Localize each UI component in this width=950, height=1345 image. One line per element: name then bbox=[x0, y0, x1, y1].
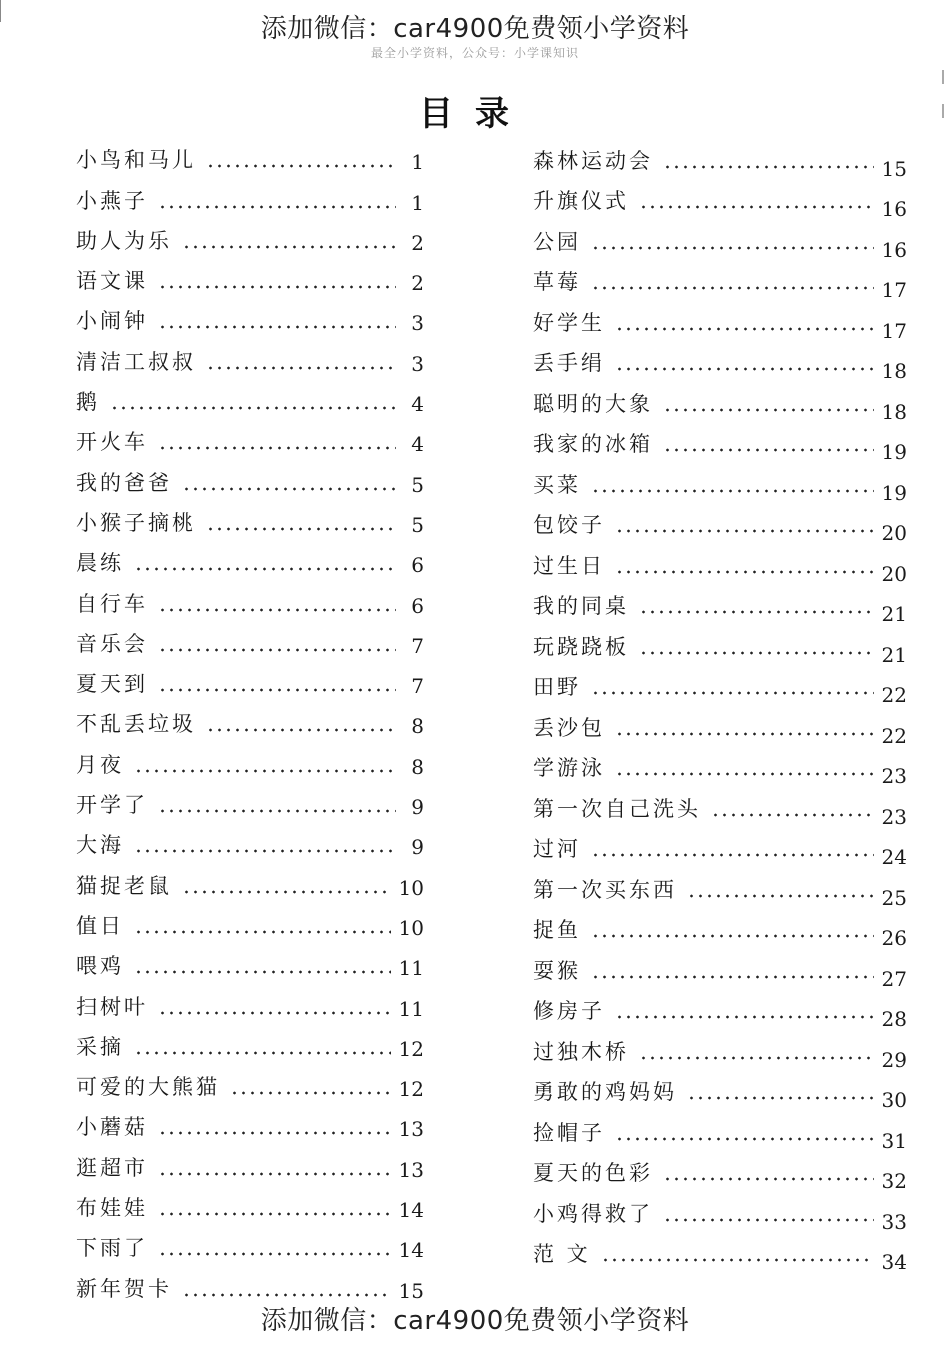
dot-leader bbox=[158, 608, 396, 612]
toc-entry-page: 14 bbox=[398, 1238, 424, 1263]
toc-entry-title: 公园 bbox=[533, 229, 581, 254]
dot-leader bbox=[158, 688, 396, 692]
toc-entry-page: 8 bbox=[411, 714, 424, 739]
toc-entry-page: 21 bbox=[881, 602, 907, 626]
toc-entry-page: 9 bbox=[411, 795, 424, 820]
toc-entry-page: 23 bbox=[881, 764, 907, 788]
toc-entry bbox=[533, 1072, 907, 1113]
toc-entry bbox=[533, 1193, 907, 1234]
toc-entry-page: 10 bbox=[398, 875, 424, 900]
toc-entry-title: 丢手绢 bbox=[533, 351, 605, 375]
toc-entry-title: 过生日 bbox=[533, 553, 605, 578]
toc-entry-page: 19 bbox=[881, 440, 907, 464]
toc-entry bbox=[533, 1031, 907, 1072]
dot-leader bbox=[615, 732, 874, 736]
toc-entry-title: 修房子 bbox=[533, 999, 605, 1023]
dot-leader bbox=[591, 691, 874, 695]
scan-edge-mark bbox=[942, 70, 944, 84]
toc-entry bbox=[533, 950, 907, 991]
toc-entry-title: 采摘 bbox=[76, 1034, 124, 1059]
dot-leader bbox=[134, 930, 391, 934]
toc-entry bbox=[76, 946, 424, 986]
dot-leader bbox=[639, 1056, 874, 1060]
toc-entry bbox=[76, 664, 424, 704]
toc-entry bbox=[533, 626, 907, 667]
toc-entry-page: 31 bbox=[881, 1128, 907, 1153]
dot-leader bbox=[615, 327, 874, 331]
toc-entry bbox=[76, 261, 424, 301]
dot-leader bbox=[182, 487, 396, 491]
toc-entry bbox=[76, 1147, 424, 1187]
toc-right-column bbox=[533, 140, 907, 1274]
dot-leader bbox=[158, 325, 396, 329]
toc-entry-page: 29 bbox=[881, 1047, 907, 1072]
toc-entry bbox=[533, 748, 907, 789]
toc-entry-page: 13 bbox=[398, 1157, 424, 1182]
toc-entry-title: 不乱丢垃圾 bbox=[76, 712, 196, 737]
toc-entry-title: 小猴子摘桃 bbox=[76, 510, 196, 535]
toc-entry bbox=[76, 503, 424, 543]
toc-entry bbox=[76, 906, 424, 946]
toc-entry bbox=[76, 1067, 424, 1107]
dot-leader bbox=[206, 728, 396, 732]
toc-entry-title: 捉鱼 bbox=[533, 918, 581, 942]
toc-entry-title: 玩跷跷板 bbox=[533, 634, 629, 659]
dot-leader bbox=[206, 366, 396, 370]
toc-entry-title: 助人为乐 bbox=[76, 228, 172, 253]
toc-entry-page: 15 bbox=[881, 156, 907, 181]
dot-leader bbox=[615, 1015, 874, 1019]
dot-leader bbox=[591, 975, 874, 979]
toc-entry-title: 过独木桥 bbox=[533, 1039, 629, 1064]
toc-entry-title: 清洁工叔叔 bbox=[76, 349, 196, 374]
dot-leader bbox=[230, 1091, 391, 1095]
toc-entry-page: 2 bbox=[411, 271, 424, 296]
toc-entry-page: 17 bbox=[881, 318, 907, 343]
toc-entry-title: 聪明的大象 bbox=[533, 391, 653, 416]
dot-leader bbox=[591, 853, 874, 857]
toc-entry bbox=[533, 302, 907, 343]
toc-entry bbox=[533, 991, 907, 1032]
toc-entry-page: 30 bbox=[881, 1088, 907, 1112]
toc-entry-title: 扫树叶 bbox=[76, 994, 148, 1019]
toc-entry bbox=[76, 1107, 424, 1147]
toc-entry-title: 我的同桌 bbox=[533, 594, 629, 618]
toc-entry bbox=[533, 707, 907, 748]
dot-leader bbox=[110, 406, 396, 410]
toc-entry bbox=[76, 1188, 424, 1228]
dot-leader bbox=[663, 1218, 874, 1222]
toc-entry-title: 布娃娃 bbox=[76, 1196, 148, 1221]
toc-entry-page: 7 bbox=[411, 674, 424, 699]
toc-entry-title: 勇敢的鸡妈妈 bbox=[533, 1080, 677, 1104]
toc-entry-title: 大海 bbox=[76, 833, 124, 858]
toc-entry-title: 学游泳 bbox=[533, 756, 605, 780]
toc-entry-page: 9 bbox=[411, 835, 424, 860]
dot-leader bbox=[601, 1258, 874, 1262]
toc-entry bbox=[76, 865, 424, 905]
toc-entry-page: 25 bbox=[881, 885, 907, 910]
dot-leader bbox=[615, 570, 874, 574]
toc-entry bbox=[76, 140, 424, 180]
toc-entry-page: 20 bbox=[881, 561, 907, 586]
dot-leader bbox=[134, 849, 396, 853]
dot-leader bbox=[591, 286, 874, 290]
dot-leader bbox=[591, 934, 874, 938]
toc-entry-page: 11 bbox=[398, 956, 424, 981]
dot-leader bbox=[711, 813, 874, 817]
toc-entry bbox=[76, 825, 424, 865]
toc-entry-title: 范 文 bbox=[533, 1242, 591, 1266]
toc-entry-title: 小鸟和马儿 bbox=[76, 148, 196, 173]
toc-entry-page: 14 bbox=[398, 1198, 424, 1223]
toc-entry bbox=[76, 382, 424, 422]
dot-leader bbox=[639, 610, 874, 614]
toc-entry bbox=[533, 1112, 907, 1153]
toc-entry-page: 22 bbox=[881, 683, 907, 707]
dot-leader bbox=[158, 205, 396, 209]
toc-entry bbox=[76, 543, 424, 583]
dot-leader bbox=[663, 448, 874, 452]
toc-entry-title: 鹅 bbox=[76, 390, 100, 415]
toc-entry bbox=[533, 383, 907, 424]
toc-entry-title: 猫捉老鼠 bbox=[76, 873, 172, 898]
toc-entry-title: 第一次买东西 bbox=[533, 877, 677, 902]
toc-entry bbox=[533, 262, 907, 303]
toc-entry-title: 第一次自己洗头 bbox=[533, 796, 701, 821]
toc-entry bbox=[76, 704, 424, 744]
toc-entry bbox=[533, 869, 907, 910]
toc-entry-page: 16 bbox=[881, 237, 907, 262]
dot-leader bbox=[182, 245, 396, 249]
toc-entry-page: 18 bbox=[881, 359, 907, 383]
toc-entry bbox=[533, 667, 907, 708]
toc-entry-title: 田野 bbox=[533, 675, 581, 699]
toc-entry-page: 11 bbox=[398, 996, 424, 1021]
toc-entry-page: 12 bbox=[398, 1036, 424, 1061]
toc-entry-title: 我家的冰箱 bbox=[533, 432, 653, 456]
toc-entry-page: 10 bbox=[398, 915, 424, 940]
toc-entry-title: 夏天到 bbox=[76, 672, 148, 697]
toc-entry-title: 耍猴 bbox=[533, 958, 581, 983]
toc-entry-title: 捡帽子 bbox=[533, 1120, 605, 1145]
toc-entry-page: 8 bbox=[411, 754, 424, 779]
toc-entry-page: 24 bbox=[881, 845, 907, 869]
toc-entry bbox=[76, 583, 424, 623]
toc-entry bbox=[533, 424, 907, 465]
toc-entry-title: 草莓 bbox=[533, 270, 581, 294]
toc-entry-page: 32 bbox=[881, 1169, 907, 1193]
toc-entry-page: 17 bbox=[881, 278, 907, 302]
toc-entry bbox=[533, 140, 907, 181]
toc-entry-title: 音乐会 bbox=[76, 631, 148, 656]
dot-leader bbox=[615, 1137, 874, 1141]
toc-entry-title: 好学生 bbox=[533, 310, 605, 335]
dot-leader bbox=[615, 772, 874, 776]
toc-entry-page: 26 bbox=[881, 926, 907, 950]
toc-entry-title: 开学了 bbox=[76, 793, 148, 818]
toc-entry bbox=[533, 181, 907, 222]
toc-entry-page: 33 bbox=[881, 1209, 907, 1234]
toc-entry bbox=[76, 785, 424, 825]
toc-entry bbox=[533, 829, 907, 870]
dot-leader bbox=[158, 648, 396, 652]
dot-leader bbox=[591, 246, 874, 250]
toc-entry-title: 晨练 bbox=[76, 551, 124, 576]
dot-leader bbox=[591, 489, 874, 493]
faint-subtitle: 最全小学资料，公众号：小学课知识 bbox=[370, 46, 579, 60]
dot-leader bbox=[206, 164, 396, 168]
toc-entry-title: 下雨了 bbox=[76, 1236, 148, 1261]
toc-entry bbox=[533, 343, 907, 384]
toc-entry-page: 4 bbox=[411, 432, 424, 457]
dot-leader bbox=[158, 285, 396, 289]
toc-entry-page: 5 bbox=[411, 512, 424, 537]
toc-entry-title: 月夜 bbox=[76, 752, 124, 777]
toc-entry-title: 小蘑菇 bbox=[76, 1115, 148, 1140]
toc-entry-page: 3 bbox=[411, 351, 424, 376]
dot-leader bbox=[158, 1172, 391, 1176]
toc-entry bbox=[533, 545, 907, 586]
toc-entry-page: 18 bbox=[881, 399, 907, 424]
toc-entry-title: 值日 bbox=[76, 913, 124, 938]
toc-entry-page: 16 bbox=[881, 197, 907, 221]
toc-entry-page: 21 bbox=[881, 642, 907, 667]
toc-entry-title: 小闹钟 bbox=[76, 309, 148, 334]
toc-entry-title: 小鸡得救了 bbox=[533, 1201, 653, 1226]
dot-leader bbox=[134, 769, 396, 773]
dot-leader bbox=[663, 165, 874, 169]
toc-entry bbox=[533, 910, 907, 951]
toc-entry-page: 1 bbox=[411, 190, 424, 215]
toc-entry-page: 20 bbox=[881, 521, 907, 545]
page-title: 目录 bbox=[419, 94, 531, 134]
dot-leader bbox=[206, 527, 396, 531]
dot-leader bbox=[134, 1051, 391, 1055]
toc-entry-page: 1 bbox=[411, 150, 424, 175]
toc-entry-title: 我的爸爸 bbox=[76, 470, 172, 495]
toc-entry bbox=[76, 462, 424, 502]
toc-entry-title: 丢沙包 bbox=[533, 715, 605, 740]
toc-entry-page: 6 bbox=[411, 553, 424, 578]
toc-entry-title: 新年贺卡 bbox=[76, 1276, 172, 1301]
toc-entry-page: 15 bbox=[398, 1278, 424, 1303]
toc-entry-page: 6 bbox=[411, 593, 424, 618]
toc-entry bbox=[76, 301, 424, 341]
toc-entry bbox=[533, 1234, 907, 1275]
dot-leader bbox=[182, 890, 391, 894]
toc-entry-title: 森林运动会 bbox=[533, 148, 653, 173]
toc-entry bbox=[76, 1228, 424, 1268]
dot-leader bbox=[134, 567, 396, 571]
dot-leader bbox=[158, 1131, 391, 1135]
toc-entry-title: 升旗仪式 bbox=[533, 189, 629, 213]
toc-entry-title: 包饺子 bbox=[533, 513, 605, 537]
toc-entry-title: 买菜 bbox=[533, 472, 581, 497]
toc-entry-page: 12 bbox=[398, 1077, 424, 1102]
toc-entry bbox=[533, 464, 907, 505]
toc-entry-page: 19 bbox=[881, 480, 907, 505]
watermark-bottom: 添加微信：car4900免费领小学资料 bbox=[260, 1306, 690, 1336]
toc-entry-page: 23 bbox=[881, 804, 907, 829]
dot-leader bbox=[687, 1096, 874, 1100]
toc-entry-title: 过河 bbox=[533, 837, 581, 861]
toc-entry bbox=[76, 1027, 424, 1067]
toc-entry-title: 逛超市 bbox=[76, 1155, 148, 1180]
dot-leader bbox=[663, 408, 874, 412]
toc-entry-page: 4 bbox=[411, 392, 424, 417]
toc-entry bbox=[76, 341, 424, 381]
toc-entry bbox=[76, 180, 424, 220]
dot-leader bbox=[134, 970, 391, 974]
toc-entry bbox=[533, 586, 907, 627]
dot-leader bbox=[158, 1212, 391, 1216]
toc-entry-page: 3 bbox=[411, 311, 424, 336]
toc-entry-title: 小燕子 bbox=[76, 188, 148, 213]
toc-entry-page: 22 bbox=[881, 723, 907, 748]
toc-entry-page: 27 bbox=[881, 966, 907, 991]
toc-entry bbox=[533, 788, 907, 829]
dot-leader bbox=[182, 1293, 391, 1297]
toc-entry-page: 5 bbox=[411, 472, 424, 497]
toc-entry bbox=[76, 624, 424, 664]
toc-entry-page: 7 bbox=[411, 633, 424, 658]
dot-leader bbox=[158, 809, 396, 813]
toc-entry bbox=[76, 986, 424, 1026]
toc-entry bbox=[533, 221, 907, 262]
dot-leader bbox=[158, 1011, 391, 1015]
toc-entry-page: 28 bbox=[881, 1007, 907, 1031]
toc-entry bbox=[533, 505, 907, 546]
dot-leader bbox=[639, 651, 874, 655]
toc-entry-title: 可爱的大熊猫 bbox=[76, 1075, 220, 1100]
toc-entry bbox=[76, 221, 424, 261]
dot-leader bbox=[663, 1177, 874, 1181]
dot-leader bbox=[615, 529, 874, 533]
toc-entry bbox=[533, 1153, 907, 1194]
dot-leader bbox=[158, 446, 396, 450]
dot-leader bbox=[639, 205, 874, 209]
toc-entry bbox=[76, 422, 424, 462]
dot-leader bbox=[687, 894, 874, 898]
dot-leader bbox=[615, 367, 874, 371]
toc-entry-page: 34 bbox=[881, 1250, 907, 1274]
toc-entry-title: 自行车 bbox=[76, 591, 148, 616]
toc-entry-title: 夏天的色彩 bbox=[533, 1161, 653, 1185]
toc-entry-title: 语文课 bbox=[76, 269, 148, 294]
toc-entry-page: 2 bbox=[411, 230, 424, 255]
toc-entry-title: 喂鸡 bbox=[76, 954, 124, 979]
toc-entry-page: 13 bbox=[398, 1117, 424, 1142]
toc-left-column bbox=[76, 140, 424, 1309]
toc-entry bbox=[76, 744, 424, 784]
watermark-top: 添加微信：car4900免费领小学资料 bbox=[260, 14, 690, 44]
toc-entry-title: 开火车 bbox=[76, 430, 148, 455]
dot-leader bbox=[158, 1252, 391, 1256]
